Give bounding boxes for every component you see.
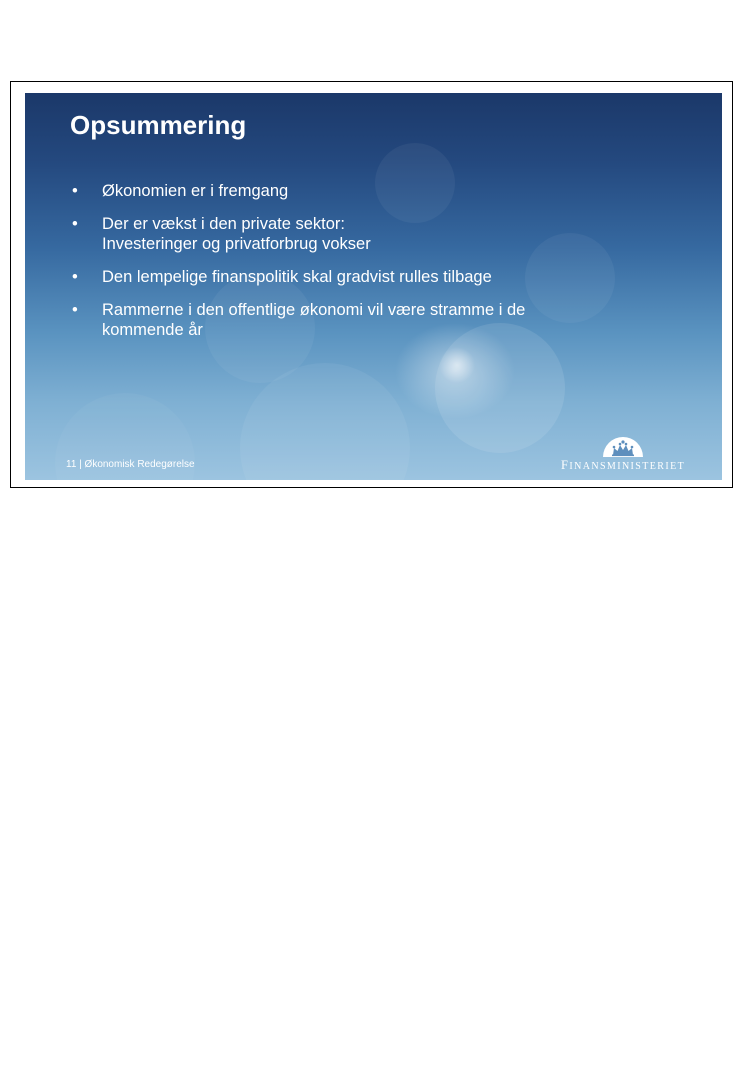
slide-footer: 11 | Økonomisk Redegørelse bbox=[66, 459, 195, 470]
slide bbox=[25, 93, 722, 480]
logo-text-rest: INANSMINISTERIET bbox=[569, 461, 686, 472]
logo-text bbox=[561, 459, 691, 473]
bullet-item bbox=[70, 181, 630, 201]
bullet-marker: • bbox=[72, 182, 78, 200]
bullet-list bbox=[70, 181, 630, 353]
slide-title: Opsummering bbox=[70, 110, 247, 140]
logo-text-initial: F bbox=[561, 458, 570, 472]
bullet-text-continuation: kommende år bbox=[102, 321, 203, 339]
bullet-text: Rammerne i den offentlige økonomi vil være stramme i de bbox=[102, 301, 526, 319]
bokeh-light bbox=[240, 363, 410, 480]
crown-icon bbox=[602, 436, 644, 458]
bullet-marker: • bbox=[72, 215, 78, 233]
bullet-marker: • bbox=[72, 268, 78, 286]
bullet-item bbox=[70, 300, 630, 340]
bullet-item bbox=[70, 214, 630, 254]
bullet-marker: • bbox=[72, 301, 78, 319]
bullet-text-continuation: Investeringer og privatforbrug vokser bbox=[102, 235, 371, 253]
bullet-text: Den lempelige finanspolitik skal gradvist rulles tilbage bbox=[102, 268, 492, 286]
finansministeriet-logo bbox=[561, 436, 701, 472]
bullet-text: Der er vækst i den private sektor: bbox=[102, 215, 346, 233]
bullet-text: Økonomien er i fremgang bbox=[102, 182, 289, 200]
bullet-item bbox=[70, 267, 630, 287]
